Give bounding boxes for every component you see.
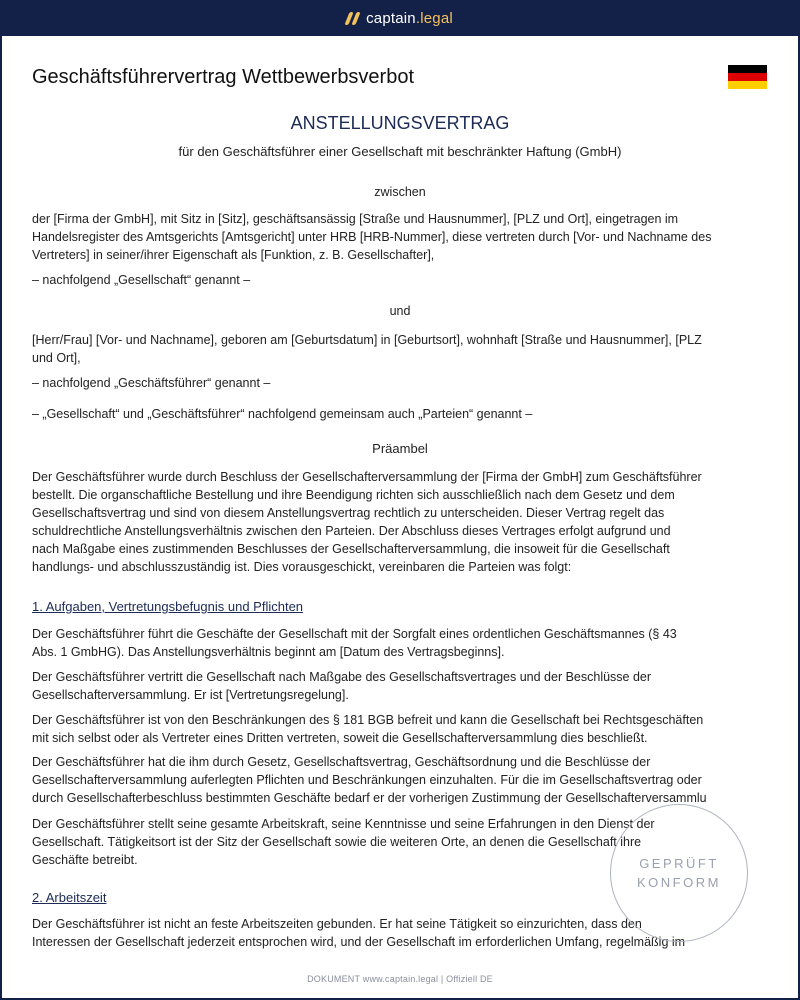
party1-paragraph: der [Firma der GmbH], mit Sitz in [Sitz], geschäftsansässig [Straße und Hausnummer], [PLZ und Ort], eingetragen im Handelsregister des Amtsgerichts [Amtsgericht] unter HRB [HRB-Nummer], diese vertreten durch [Vor- und Nachname des Vertreters] in seiner/ihrer Eigenschaft als [Funktion, z. B. Gesellschafter], [32, 212, 712, 262]
section-2-title: 2. Arbeitszeit [32, 890, 107, 905]
section-2-paragraph-1: Der Geschäftsführer ist nicht an feste Arbeitszeiten gebunden. Er hat seine Tätigkeit so einzurichten, dass den Interessen der Gesellschaft jederzeit entsprochen wird, und der Gesellschaft im erforderlichen Umfang, regelmäßig im [32, 917, 686, 949]
section-1-paragraph-2: Der Geschäftsführer vertritt die Gesellschaft nach Maßgabe des Gesellschaftsvertrages und der Beschlüsse der Gesellschafterversammlung. Er ist [Vertretungsregelung]. [32, 670, 652, 702]
section-1-paragraph-5: Der Geschäftsführer stellt seine gesamte Arbeitskraft, seine Kenntnisse und seine Erfahrungen in den Dienst der Gesellschaft. Tätigkeitsort ist der Sitz der Gesellschaft sowie die weiteren Orte, an denen die Gesellschaft ihre Geschäfte betreibt. [32, 817, 655, 867]
between-label: zwischen [374, 185, 426, 199]
party2-paragraph: [Herr/Frau] [Vor- und Nachname], geboren am [Geburtsdatum] in [Geburtsort], wohnhaft [Straße und Hausnummer], [PLZ und Ort], [32, 333, 702, 365]
top-bar [0, 0, 800, 36]
section-1-paragraph-3: Der Geschäftsführer ist von den Beschränkungen des § 181 BGB befreit und kann die Gesellschaft bei Rechtsgeschäften mit sich selbst oder als Vertreter eines Dritten vertreten, soweit die Gesellschafterversammlung dies beschließt. [32, 713, 704, 745]
preamble-title: Präambel [372, 441, 428, 456]
contract-subtitle: für den Geschäftsführer einer Gesellschaft mit beschränkter Haftung (GmbH) [178, 144, 622, 159]
document-heading: Geschäftsführervertrag Wettbewerbsverbot [32, 66, 415, 88]
brand-mark-icon [344, 12, 360, 25]
section-1-paragraph-1: Der Geschäftsführer führt die Geschäfte der Gesellschaft mit der Sorgfalt eines ordentlichen Geschäftsmannes (§ 43 Abs. 1 GmbHG). Das Anstellungsverhältnis beginnt am [Datum des Vertragsbeginns]. [32, 627, 677, 659]
contract-title: ANSTELLUNGSVERTRAG [290, 113, 510, 133]
brand-name: captain.legal [366, 9, 453, 27]
section-1-title: 1. Aufgaben, Vertretungsbefugnis und Pflichten [32, 599, 304, 614]
brand-logo[interactable] [347, 10, 453, 27]
german-flag-icon [728, 65, 767, 89]
and-label: und [389, 304, 411, 318]
preamble-paragraph: Der Geschäftsführer wurde durch Beschluss der Gesellschafterversammlung der [Firma der GmbH] zum Geschäftsführer bestellt. Die organschaftliche Bestellung und ihre Beendigung richten sich ausschließlich nach dem Gesetz und dem Gesellschaftsvertrag und sind von diesem Anstellungsvertrag rechtlich zu unterscheiden. Dieser Vertrag regelt das schuldrechtliche Anstellungsverhältnis zwischen den Parteien. Der Abschluss dieses Vertrages erfolgt aufgrund und nach Maßgabe eines zustimmenden Beschlusses der Gesellschafterversammlung, die insoweit für die Gesellschaft handlungs- und abschlusszuständig ist. Dies vorausgeschickt, vereinbaren die Parteien was folgt: [32, 470, 702, 574]
verified-stamp: GEPRÜFT KONFORM [610, 804, 748, 942]
page-footer: DOKUMENT www.captain.legal | Offiziell DE [307, 974, 493, 984]
parties-alias: – „Gesellschaft“ und „Geschäftsführer“ nachfolgend gemeinsam auch „Parteien“ genannt – [32, 407, 533, 421]
document-page [2, 36, 798, 998]
section-1-paragraph-4: Der Geschäftsführer hat die ihm durch Gesetz, Gesellschaftsvertrag, Geschäftsordnung und die Beschlüsse der Gesellschafterversammlung auferlegten Pflichten und Beschränkungen einzuhalten. Für die im Gesellschaftsvertrag oder durch Gesellschafterbeschluss bestimmten Geschäfte bedarf er der vorherigen Zustimmung der Gesellschafterversammlu [32, 755, 707, 805]
party1-alias: – nachfolgend „Gesellschaft“ genannt – [32, 273, 251, 287]
party2-alias: – nachfolgend „Geschäftsführer“ genannt – [32, 376, 271, 390]
